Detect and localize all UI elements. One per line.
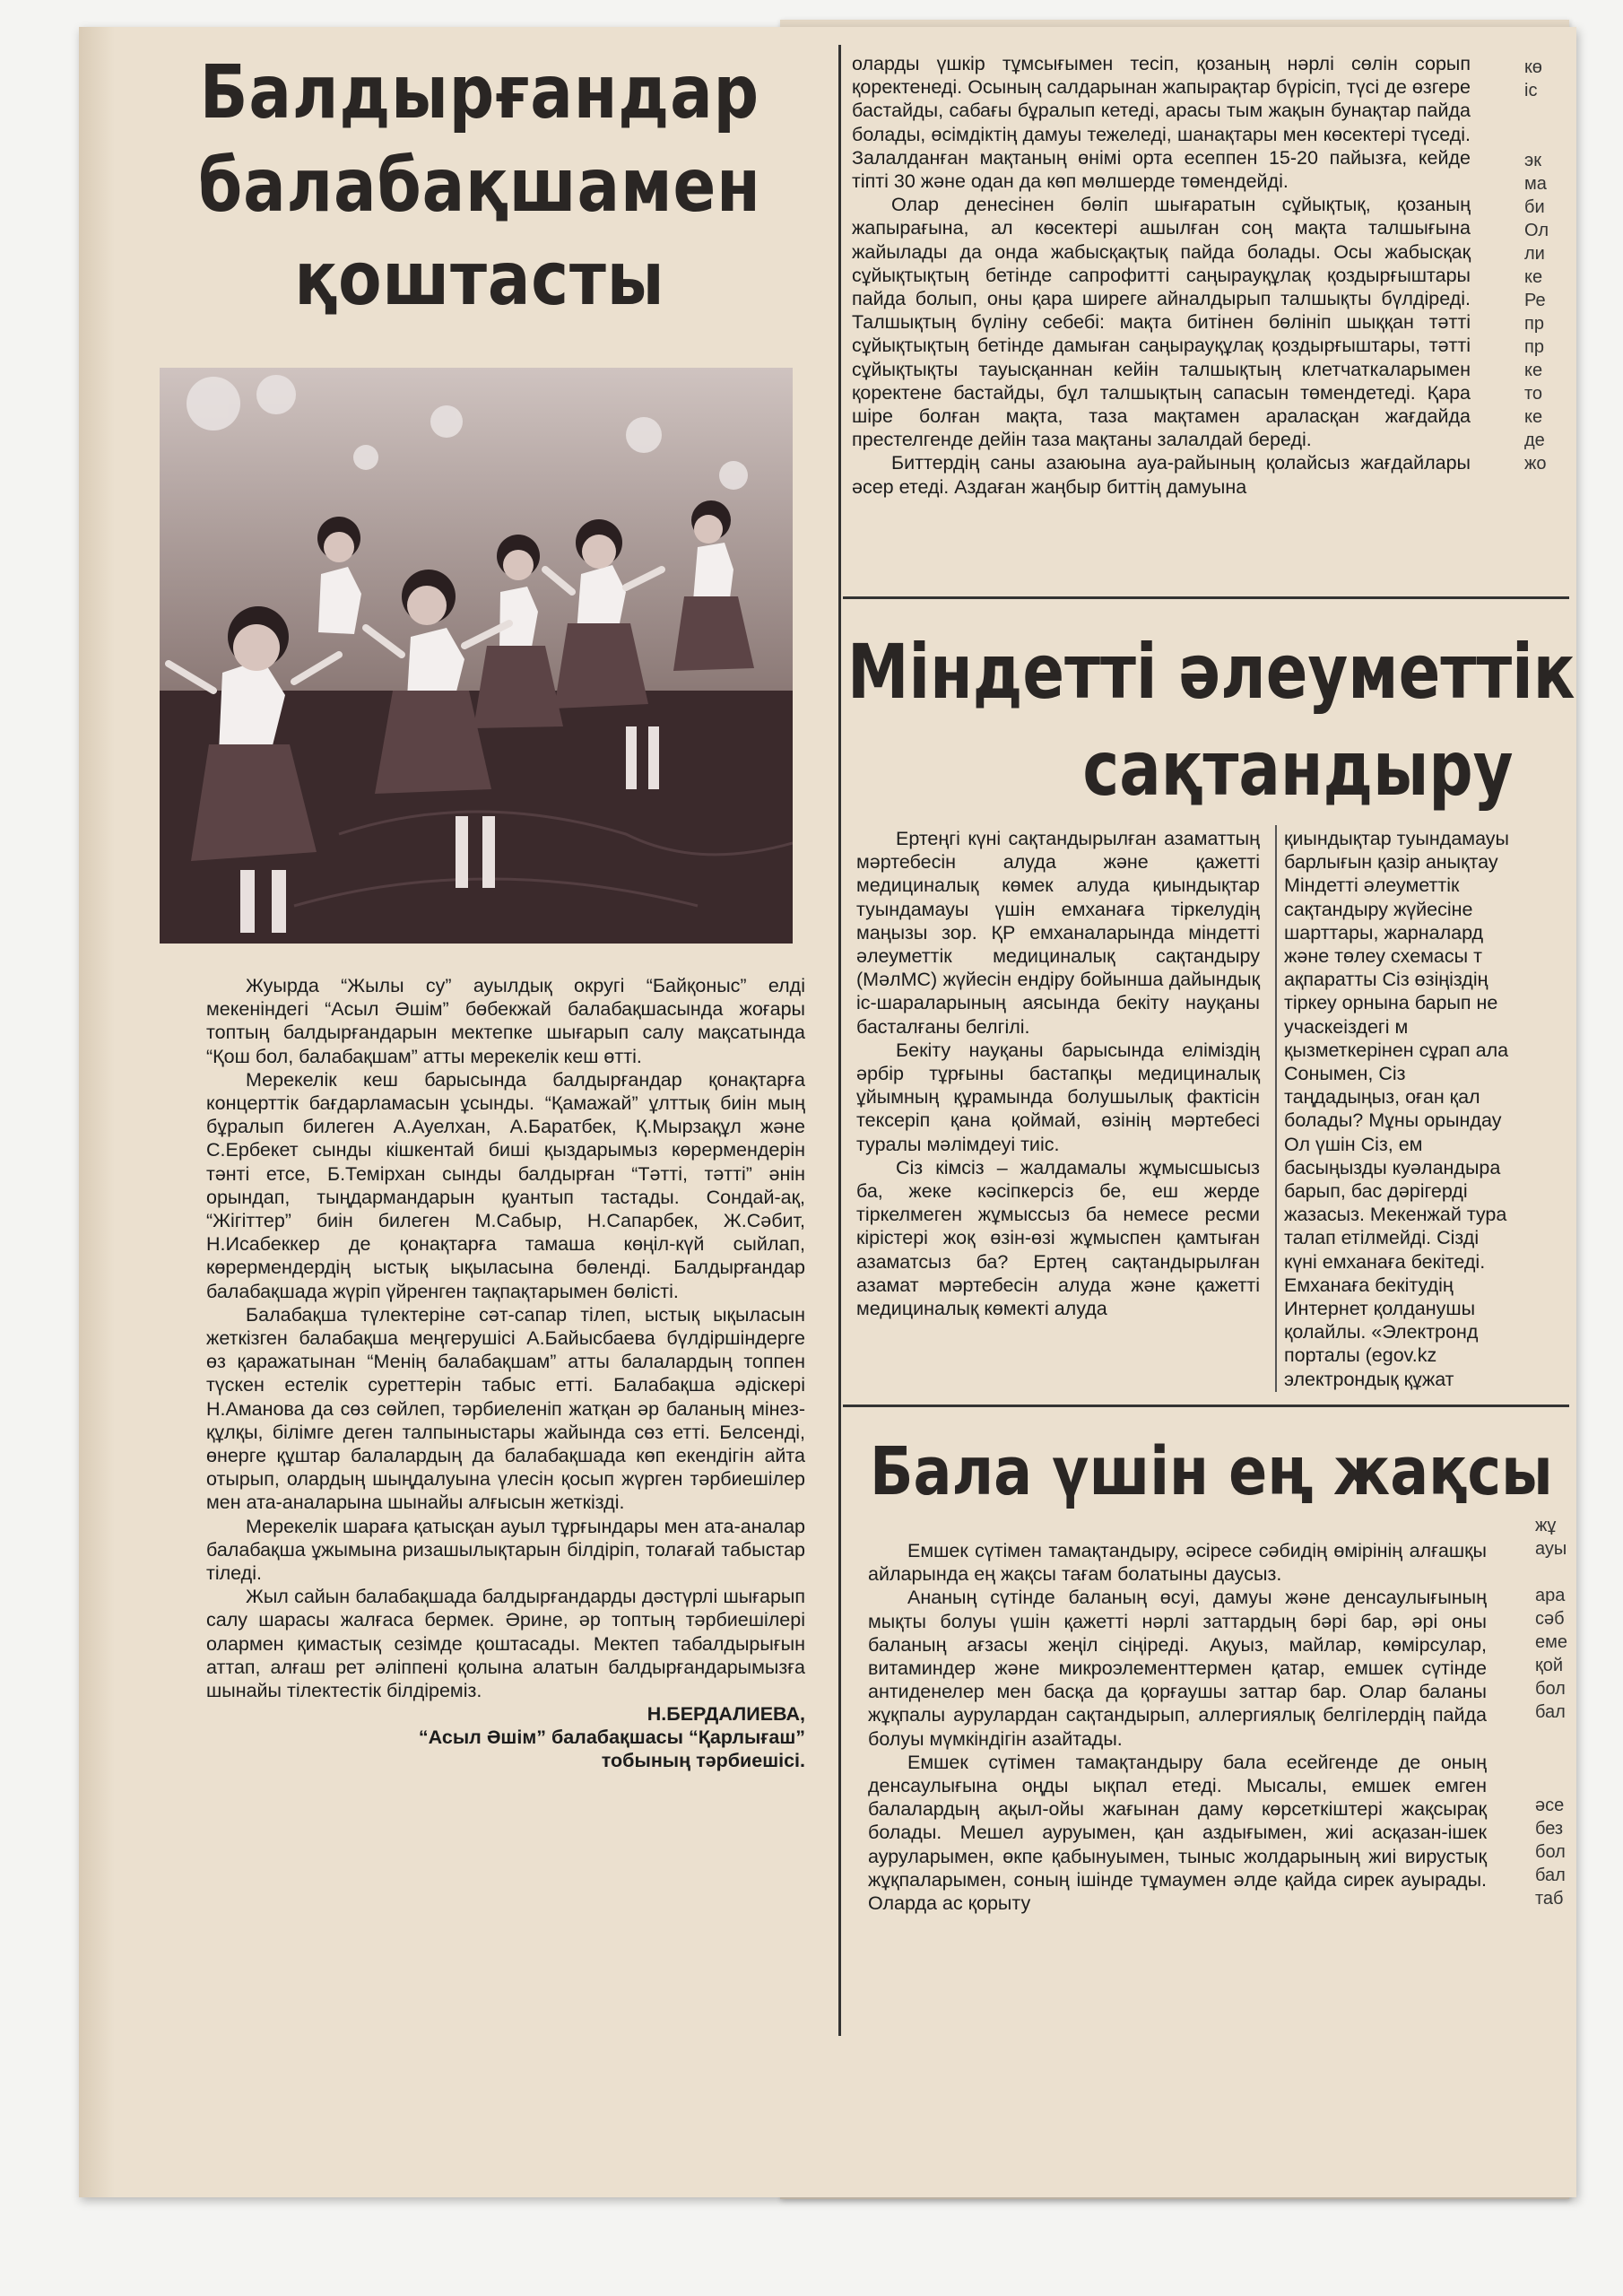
column-line: Ол үшін Сіз, ем [1284, 1133, 1423, 1155]
paragraph: Мерекелік шараға қатысқан ауыл тұрғындары мен ата-аналар балабақша ұжымына ризашылықтарын білдіріп, толағай табыстар тіледі. [206, 1515, 805, 1585]
edge-fragment: би [1524, 197, 1545, 217]
edge-fragment: ли [1524, 244, 1545, 264]
article1-body [206, 974, 805, 1772]
column-line: порталы (egov.kz [1284, 1344, 1437, 1367]
edge-fragment: эк [1524, 151, 1541, 170]
column-line: ақпаратты Сіз өзіңіздің [1284, 969, 1488, 991]
edge-fragment: жұ [1535, 1516, 1557, 1535]
edge-fragment: бал [1535, 1866, 1566, 1885]
edge-fragments-top [1524, 56, 1549, 475]
column-line: Интернет қолданушы [1284, 1298, 1476, 1320]
column-line: күні емханаға бекітеді. [1284, 1250, 1486, 1273]
paragraph: Емшек сүтімен тамақтандыру бала есейгенде де оның денсаулығына оңды ықпал етеді. Мысалы, емшек емген балалардың ақыл-ойы жағынан даму көрсеткіштері жақсырақ болады. Мешел ауруымен, қан аздығымен, жиі асқазан-ішек ауруларымен, өкпе қабынуымен, тыныс жолдарының жиі вирустық жұқпаларымен, соның ішінде тұмаумен әлде қайда сирек ауырады. Оларда ас қорыту [868, 1751, 1487, 1915]
edge-fragment: бол [1535, 1842, 1566, 1862]
paragraph: Жыл сайын балабақшада балдырғандарды дәстүрлі шығарып салу шарасы жалғаса бермек. Әрине, әр топтың тәрбиешілері олармен қимастық сезімде қоштасады. Мектеп табалдырығын аттап, алғаш рет әліппені қолына алатын балдырғандарымызға шынайы тілектестік білдіреміз. [206, 1586, 805, 1702]
paragraph: Олар денесінен бөліп шығаратын сұйықтық, қозаның жапырағына, ал көсектері ашылған соң мақта талшығына жайылады да онда жабысқақтық пайда болады. Осы жабысқақ сұйықтықтың бетінде сапрофитті саңырауқұлақ қоздырғыштары пайда болып, оны қара ширеге айналдырып талшықты бүлдіреді. Талшықтың бүліну себебі: мақта битінен бөлініп шыққан тәтті сұйықтықтың бетінде дамыған саңырауқұлақ қоздырғыштары, тәтті сұйықтықты тауысқаннан кейін талшықтың клетчаткаларымен қоректене бастайды, бұл талшықтың сапасын төмендетеді. Қара шіре болған мақта, таза мақтамен араласқан жағдайда престелгенде дейін таза мақтаны залалдай береді. [852, 194, 1471, 451]
paragraph: Бекіту науқаны барысында еліміздің әрбір тұрғыны бастапқы медициналық ұйымның құрамында болушылық фактісін тексеріп қана қоймай, өзінің мәртебесі туралы мәлімдеуі тиіс. [856, 1039, 1260, 1155]
paragraph: оларды үшкір тұмсығымен тесіп, қозаның нәрлі сөлін сорып қоректенеді. Осының салдарынан жапырақтар бүрісіп, түсі де өзгере бастайды, сабағы бұралып кетеді, арасы тым жақын бунақтар пайда болады, өсімдіктің дамуы тежеледі, шанақтары мен көсектері түседі. Залалданған мақтаның өнімі орта есеппен 15-20 пайызға, кейде тіпті 30 және одан да көп мөлшерде төмендейді. [852, 53, 1471, 193]
column-line: қолайлы. «Электронд [1284, 1321, 1479, 1344]
edge-fragment: де [1524, 430, 1545, 450]
headline-line: қоштасты [294, 237, 665, 322]
edge-fragments-bottom [1535, 1514, 1567, 1910]
edge-fragment: Ол [1524, 221, 1549, 240]
headline-line: Міндетті әлеуметтік [847, 628, 1575, 716]
children-dancing-photo [160, 368, 793, 944]
column-line: жазасыз. Мекенжай тура [1284, 1204, 1507, 1226]
headline-line: Балдырғандар [199, 50, 759, 135]
column-line: шарттары, жарналард [1284, 921, 1484, 944]
paragraph: Балабақша түлектеріне сәт-сапар тілеп, ыстық ықыласын жеткізген балабақша меңгерушісі А.Байысбаева бүлдіршіндерге өз қаражатынан “Менің балабақшам” атты балалардың топпен түскен естелік суреттерін табыс етті. Балабақша әдіскері Н.Аманова да сөз сөйлеп, тәрбиеленіп жатқан әр баланың мінез-құлқы, білімге деген талпыныстары жайында сөз етті. Белсенді, өнерге құштар балалардың да балабақшада көп екендігін айта отырып, олардың шыңдалуына үлесін қосып жүрген тәрбиешілер мен ата-аналарына шынайы алғысын жеткізді. [206, 1303, 805, 1514]
column-line: барып, бас дәрігерді [1284, 1180, 1468, 1203]
article3-body [868, 1539, 1487, 1915]
edge-fragment: іс [1524, 81, 1538, 100]
paragraph: Емшек сүтімен тамақтандыру, әсіресе сәбидің өмірінің алғашқы айларында ең жақсы тағам болатыны даусыз. [868, 1540, 1487, 1586]
author-name: Н.БЕРДАЛИЕВА, [647, 1703, 805, 1726]
column-line: Сонымен, Сіз [1284, 1063, 1406, 1085]
edge-fragment: ауы [1535, 1539, 1567, 1559]
edge-fragment: бол [1535, 1679, 1566, 1699]
column-line: талап етілмейді. Сізді [1284, 1227, 1480, 1249]
article1-headline [135, 47, 825, 326]
edge-fragment: ма [1524, 174, 1547, 194]
edge-fragment: сәб [1535, 1609, 1565, 1629]
edge-fragment [1535, 1561, 1567, 1584]
column-line: сақтандыру жүйесіне [1284, 898, 1473, 920]
edge-fragment: бал [1535, 1702, 1566, 1722]
column-divider [1275, 825, 1277, 1392]
column-line: тіркеу орнына барып не [1284, 992, 1498, 1014]
edge-fragment [1524, 102, 1549, 126]
edge-fragment: жо [1524, 454, 1547, 474]
edge-fragment: без [1535, 1819, 1564, 1839]
article2-col2 [1284, 827, 1571, 1391]
edge-fragment: пр [1524, 337, 1544, 357]
column-line: барлығын қазір анықтау [1284, 851, 1498, 874]
edge-fragment: пр [1524, 314, 1544, 334]
paragraph: Ананың сүтінде баланың өсуі, дамуы және денсаулығының мықты болуы үшін қажетті нәрлі заттардың бәрі бар, әрі оны баланың ағзасы жеңіл сіңіреді. Ақуыз, майлар, көмірсулар, витаминдер және микроэлементтермен қатар, емшек сүтінде антиденелер мен басқа да қорғаушы заттар бар. Олар баланы жұқпалы аурулардан сақтандырып, аллергиялық белгілердің пайда болуы мүмкіндігін азайтады. [868, 1587, 1487, 1750]
column-line: басыңызды куәландыра [1284, 1156, 1501, 1178]
section-divider [843, 1405, 1569, 1407]
column-line: таңдадыңыз, оған қал [1284, 1086, 1480, 1109]
author-position: тобының тәрбиешісі. [601, 1750, 805, 1772]
edge-fragment [1535, 1747, 1567, 1770]
edge-fragment: таб [1535, 1889, 1564, 1909]
column-line: қиындықтар туындамауы [1284, 828, 1510, 849]
article2-headline [847, 623, 1575, 817]
page-fold-shadow [79, 27, 115, 2197]
column-line: Емханаға бекітудің [1284, 1274, 1454, 1296]
edge-fragment: әсе [1535, 1796, 1565, 1815]
edge-fragment [1524, 126, 1549, 149]
paragraph: Биттердің саны азаюына ауа-райының қолайсыз жағдайлары әсер етеді. Аздаған жаңбыр биттің дамуына [852, 452, 1471, 498]
column-divider [838, 45, 841, 2036]
edge-fragment: еме [1535, 1632, 1567, 1652]
article2-col1 [856, 827, 1260, 1320]
headline-line: сақтандыру [1082, 725, 1514, 813]
section-divider [843, 596, 1569, 599]
column-line: учаскеіздегі м [1284, 1015, 1409, 1038]
edge-fragment: то [1524, 384, 1543, 404]
edge-fragment: ара [1535, 1586, 1566, 1605]
author-position: “Асыл Әшім” балабақшасы “Қарлығаш” [418, 1726, 805, 1749]
column-line: Міндетті әлеуметтік [1284, 874, 1460, 897]
headline-line: балабақшамен [197, 144, 761, 229]
edge-fragment: ке [1524, 407, 1543, 427]
column-line: электрондық құжат [1284, 1368, 1454, 1390]
cotton-article-body [852, 52, 1471, 499]
photo-illustration [160, 368, 793, 944]
edge-fragment: ке [1524, 267, 1543, 287]
paragraph: Мерекелік кеш барысында балдырғандар қонақтарға концерттік бағдарламасын ұсынды. “Қамажай” ұлттық биін мың бұралып билеген А.Ауелхан, А.Баратбек, Қ.Мырзақұл және С.Ербекет сынды кішкентай биші қыздарымыз көрермендерін тәнті етсе, Б.Темірхан сынды балдырған “Тәтті, тәтті” әнін орындап, тыңдармандарын қуантып тастады. Сондай-ақ, “Жігіттер” биін билеген М.Сабыр, Н.Сапарбек, Ж.Сәбит, Н.Исабеккер де қонақтарға тамаша көңіл-күй сыйлап, көрермендердің ыстық ықыласына бөленді. Балдырғандар балабақшада жүріп үйренген тақпақтарымен бөлісті. [206, 1068, 805, 1302]
edge-fragment [1535, 1770, 1567, 1794]
article3-headline: Бала үшін ең жақсы [870, 1433, 1553, 1510]
article1-signature [206, 1702, 805, 1772]
column-line: қызметкерінен сұрап ала [1284, 1039, 1509, 1061]
edge-fragment: кө [1524, 57, 1542, 77]
column-line: және төлеу схемасы т [1284, 945, 1482, 968]
edge-fragment [1535, 1724, 1567, 1747]
column-line: болады? Мұны орындау [1284, 1109, 1502, 1132]
paragraph: Ертеңгі күні сақтандырылған азаматтың мәртебесін алуда және қажетті медициналық көмек алуда қиындықтар туындамауы үшін емханаға тіркелудің маңызы зор. ҚР емханаларында міндетті әлеуметтік медициналық сақтандыру (МәлМС) жүйесін ендіру бойынша дайындық іс-шараларының аясында бекіту науқаны басталғаны белгілі. [856, 828, 1260, 1038]
edge-fragment: қой [1535, 1656, 1564, 1675]
edge-fragment: Ре [1524, 291, 1546, 310]
paragraph: Сіз кімсіз – жалдамалы жұмысшысыз ба, жеке кәсіпкерсіз бе, еш жерде тіркелмеген жұмыссыз ба немесе ресми кірістері жоқ өзін-өзі жұмыспен қамтыған азаматсыз ба? Ертең сақтандырылған азамат мәртебесін алуда және қажетті медициналық көмекті алуда [856, 1156, 1260, 1320]
paragraph: Жуырда “Жылы су” ауылдық округі “Байқоныс” елді мекеніндегі “Асыл Әшім” бөбекжай балабақшасында жоғары топтың балдырғандарын мектепке шығарып салу мақсатында “Қош бол, балабақшам” атты мерекелік кеш өтті. [206, 975, 805, 1067]
edge-fragment: ке [1524, 361, 1543, 380]
